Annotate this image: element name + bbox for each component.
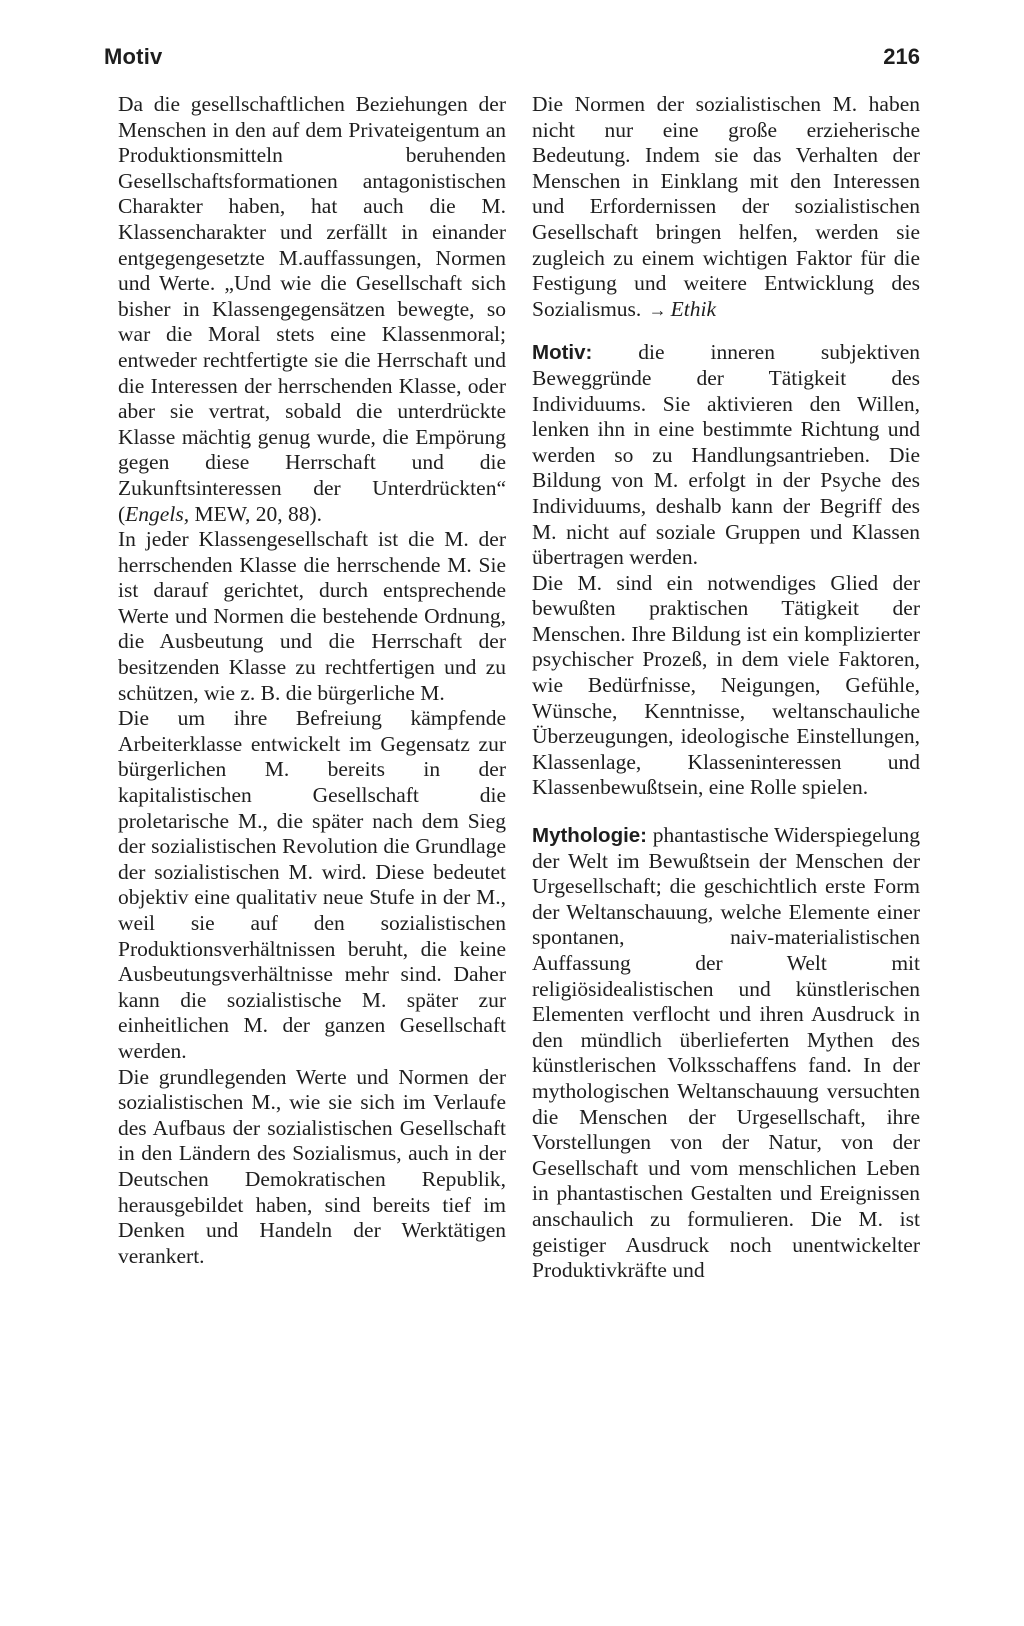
paragraph-text: Da die gesellschaftlichen Beziehungen der Menschen in den auf dem Privateigentum an Produktionsmitteln beruhenden Gesellschaftsformationen antagonistischen Charakter haben, hat auch die M. Klassencharakter und zerfällt in einander entgegengesetzte M.auffassungen, Normen und Werte. „Und wie die Gesellschaft sich bisher in Klassengegensätzen bewegte, so war die Moral stets eine Klassenmoral; entweder rechtfertigte sie die Herrschaft und die Interessen der herrschenden Klasse, oder aber sie vertrat, sobald die unterdrückte Klasse mächtig genug wurde, die Empörung gegen diese Herrschaft und die Zukunftsinteressen der Unterdrückten“	[118, 92, 506, 500]
paragraph-proletarian-morality: Die um ihre Befreiung kämpfende Arbeiterklasse entwickelt im Gegensatz zur bürgerlichen M. bereits in der kapitalistischen Gesellschaft die proletarische M., die später nach dem Sieg der sozialistischen Revolution die Grundlage der sozialistischen M. wird. Diese bedeutet objektiv eine qualitativ neue Stufe in der M., weil sie auf den sozialistischen Produktionsverhältnissen beruht, die keine Ausbeutungsverhältnisse mehr sind. Daher kann die sozialistische M. später zur einheitlichen M. der ganzen Gesellschaft werden.	[118, 706, 506, 1063]
entry-term-motiv: Motiv:	[532, 341, 593, 365]
paragraph-ruling-class-morality: In jeder Klassengesellschaft ist die M. der herrschenden Klasse die herrschende M. Sie ist darauf gerichtet, durch entsprechende Werte und Normen die bestehende Ordnung, die Ausbeutung und die Herrschaft der besitzenden Klasse zu rechtfertigen und zu schützen, wie z. B. die bürgerliche M.	[118, 527, 506, 705]
page-number: 216	[883, 44, 920, 69]
entry-mythologie	[532, 823, 920, 1284]
paragraph-motive-formation: Die M. sind ein notwendiges Glied der bewußten praktischen Tätigkeit der Menschen. Ihre Bildung ist ein komplizierter psychischer Prozeß, in dem viele Faktoren, wie Bedürfnisse, Neigungen, Gefühle, Wünsche, Kenntnisse, weltanschauliche Überzeugungen, ideologische Einstellungen, Klassenlage, Klasseninteressen und Klassenbewußtsein, eine Rolle spielen.	[532, 570, 920, 800]
paragraph-socialist-norms	[532, 92, 920, 323]
paragraph-text: Die Normen der sozialistischen M. haben nicht nur eine große erzieherische Bedeutung. Indem sie das Verhalten der Menschen in Einklang mit den Interessen und Erfordernissen der sozialistischen Gesellschaft bringen helfen, werden sie zugleich zu einem wichtigen Faktor für die Festigung und weitere Entwicklung des Sozialismus.	[532, 92, 920, 321]
entry-term-mythologie: Mythologie:	[532, 824, 648, 848]
entry-motiv	[532, 340, 920, 570]
paragraph-socialist-values: Die grundlegenden Werte und Normen der sozialistischen M., wie sie sich im Verlaufe des Aufbaus der sozialistischen Gesellschaft in den Ländern des Sozialismus, auch in der Deutschen Demokratischen Republik, herausgebildet haben, sind bereits tief im Denken und Handeln der Werktätigen verankert.	[118, 1064, 506, 1268]
paragraph-class-character	[118, 92, 506, 527]
cross-reference-arrow-icon: →	[648, 299, 667, 320]
running-head	[104, 44, 920, 80]
citation-reference: MEW, 20, 88).	[189, 501, 323, 526]
citation-author: Engels,	[125, 501, 190, 526]
left-column	[118, 92, 506, 1269]
citation-open: (	[118, 501, 126, 526]
right-column	[532, 92, 920, 1284]
entry-definition: die inneren subjektiven Beweggründe der Tätigkeit des Individuums. Sie aktivieren den Willen, lenken ihn in eine bestimmte Richtung und werden so zu Handlungsantrieben. Die Bildung von M. erfolgt in der Psyche des Individuums, deshalb kann der Begriff des M. nicht auf soziale Gruppen und Klassen übertragen werden.	[532, 340, 920, 570]
entry-definition: phantastische Widerspiegelung der Welt im Bewußtsein der Menschen der Urgesellschaft; die geschichtlich erste Form der Weltanschauung, welche Elemente einer spontanen, naiv-materialistischen Auffassung der Welt mit religiösidealistischen und künstlerischen Elementen verflocht und ihren Ausdruck in den mündlich überlieferten Mythen des künstlerischen Volksschaffens fand. In der mythologischen Weltanschauung versuchten die Menschen der Urgesellschaft, ihre Vorstellungen von der Natur, von der Gesellschaft und vom menschlichen Leben in phantastischen Gestalten und Ereignissen anschaulich zu formulieren. Die M. ist geistiger Ausdruck noch unentwickelter Produktivkräfte und	[532, 823, 920, 1283]
running-head-word: Motiv	[104, 44, 163, 69]
cross-reference-link[interactable]: Ethik	[670, 296, 717, 321]
